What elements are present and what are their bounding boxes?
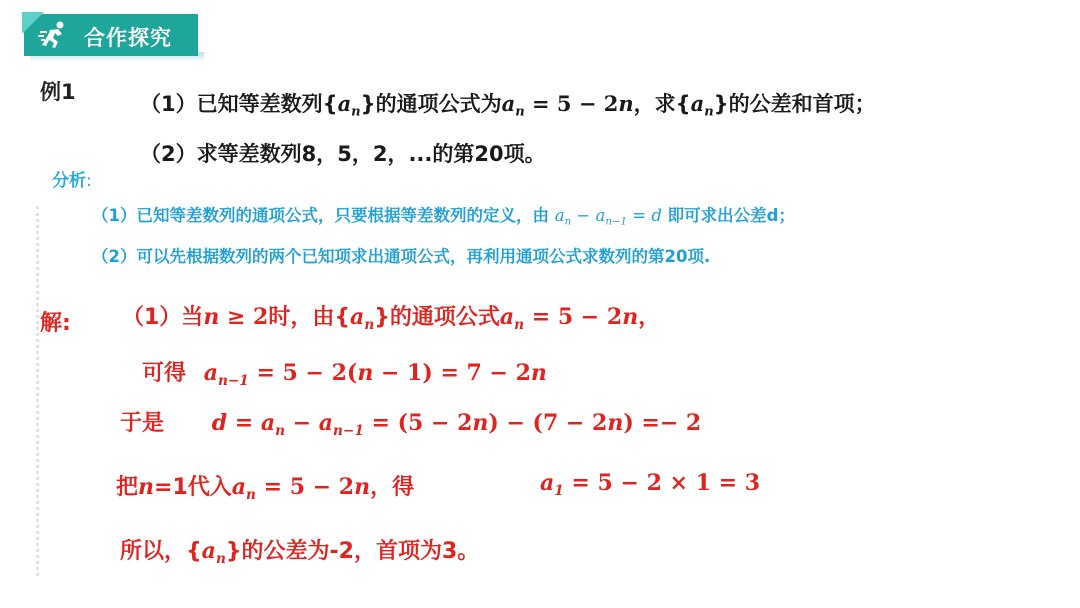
s1-b: 时，由{: [268, 305, 351, 330]
q1-text-c: ，求{: [633, 92, 691, 116]
s1-a: （1）当: [122, 305, 204, 330]
example-label: 例1: [40, 80, 76, 104]
analysis-label: [52, 166, 92, 191]
analysis-colon: :: [86, 171, 92, 191]
s5-b: }的公差为-2，首项为3。: [225, 539, 480, 564]
math-formula-3: $a_n = 5 - 2n$: [231, 474, 371, 503]
s3-label: 于是: [120, 411, 165, 436]
s4-b: =1代入: [154, 475, 232, 500]
s4-a: 把: [116, 475, 139, 500]
solution-a1: [540, 470, 760, 499]
math-n: n: [138, 474, 155, 500]
analysis-line-1-a: （1）已知等差数列的通项公式，只要根据等差数列的定义，由: [92, 206, 549, 225]
question-1: [140, 88, 876, 120]
s2-label: 可得: [142, 361, 187, 386]
math-an: $a_n$: [337, 91, 361, 120]
solution-line-3: [120, 406, 701, 439]
math-d-value: $d = a_n - a_{n-1} = (5 - 2n) - (7 - 2n) =- 2$: [211, 410, 702, 439]
q1-text-b: }的通项公式为: [360, 92, 502, 116]
q1-text-d: }的公差和首项；: [713, 92, 876, 116]
solution-line-4: [116, 470, 414, 503]
math-formula-2: $a_n = 5 - 2n$: [499, 304, 639, 333]
runner-icon: [38, 20, 70, 50]
question-2: （2）求等差数列8，5，2，...的第20项。: [140, 142, 546, 166]
dotted-divider: [36, 206, 39, 576]
math-formula: $a_n = 5 - 2n$: [501, 91, 634, 120]
s1-c: }的通项公式: [374, 305, 500, 330]
math-an-minus-1: $a_{n-1} = 5 - 2(n - 1) = 7 - 2n$: [203, 360, 547, 389]
math-diff: $a_n - a_{n-1} = d$: [554, 206, 662, 228]
math-an-2: $a_n$: [690, 91, 714, 120]
analysis-line-1-b: 即可求出公差d；: [667, 206, 795, 225]
banner-title: 合作探究: [84, 26, 172, 50]
s4-c: ，得: [370, 475, 415, 500]
q1-text-a: （1）已知等差数列{: [140, 92, 338, 116]
solution-line-1: [122, 300, 660, 333]
solution-line-2: [142, 356, 547, 389]
math-a1: $a_1 = 5 - 2 \times 1 = 3$: [540, 470, 761, 499]
s5-a: 所以，{: [120, 539, 202, 564]
analysis-label-text: 分析: [52, 171, 86, 191]
math-an-4: $a_n$: [201, 538, 226, 567]
analysis-line-1: [92, 202, 795, 228]
solution-label: 解:: [40, 311, 71, 336]
s1-d: ，: [638, 305, 661, 330]
analysis-line-2: （2）可以先根据数列的两个已知项求出通项公式，再利用通项公式求数列的第20项.: [92, 247, 711, 266]
solution-line-5: [120, 534, 479, 567]
math-n-geq-2: n ≥ 2: [203, 304, 269, 330]
math-an-3: $a_n$: [350, 304, 375, 333]
section-banner: [24, 14, 198, 56]
